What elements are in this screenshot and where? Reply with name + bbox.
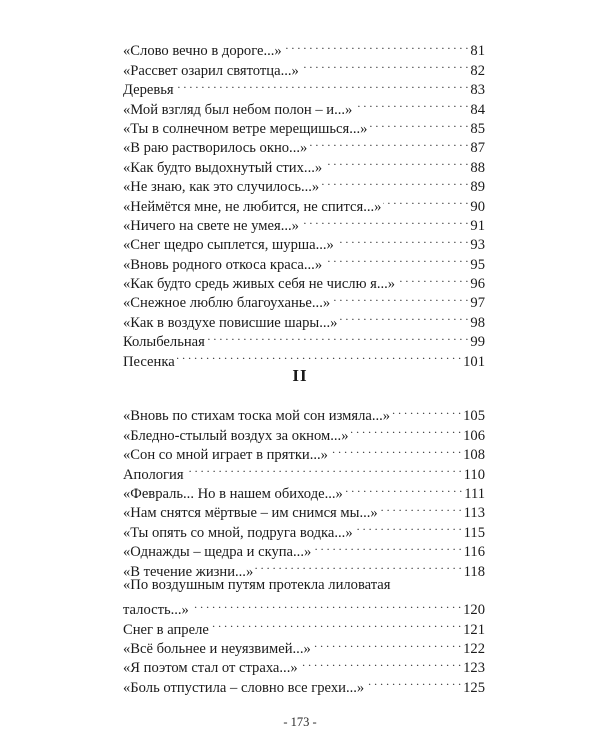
- toc-entry-title: «Нам снятся мёртвые – им снимся мы...»: [123, 505, 378, 522]
- toc-entry-title: «Я поэтом стал от страха...»: [123, 660, 298, 677]
- toc-entry-page: 84: [470, 101, 485, 118]
- dot-leader: [392, 401, 461, 420]
- toc-entry-page: 118: [463, 563, 485, 580]
- toc-entry-title: «Ничего на свете не умея...»: [123, 217, 299, 234]
- toc-entry: [123, 346, 485, 370]
- dot-leader: [191, 595, 461, 614]
- toc-entry-page: 85: [470, 120, 485, 137]
- toc-entry-page: 116: [463, 544, 485, 561]
- toc-entry-page: 108: [463, 447, 485, 464]
- toc-entry-page: 120: [463, 602, 485, 619]
- dot-leader: [313, 537, 461, 556]
- toc-entry-title: «Не знаю, как это случилось...»: [123, 179, 320, 196]
- toc-entry-title: «Вновь родного откоса краса...»: [123, 256, 323, 273]
- toc-entry-title: «Слово вечно в дороге...»: [123, 43, 282, 60]
- toc-entry-title: «Боль отпустила – словно все грехи...»: [123, 679, 365, 696]
- toc-entry-title: Апология: [123, 466, 184, 483]
- dot-leader: [366, 672, 461, 691]
- page-number: - 173 -: [283, 715, 317, 729]
- dot-leader: [177, 346, 461, 365]
- toc-entry-title: «Вновь по стихам тоска мой сон измяла...»: [123, 408, 391, 425]
- toc-entry-page: 99: [470, 334, 485, 351]
- toc-entry-title: «Февраль... Но в нашем обиходе...»: [123, 485, 343, 502]
- table-of-contents-part-1: [123, 36, 485, 370]
- toc-entry-page: 88: [470, 159, 485, 176]
- toc-entry-continuation: [123, 595, 485, 619]
- dot-leader: [301, 211, 468, 230]
- toc-entry-page: 125: [463, 679, 485, 696]
- toc-entry-page: 113: [463, 505, 485, 522]
- toc-entry-page: 95: [470, 256, 485, 273]
- dot-leader: [332, 288, 468, 307]
- toc-entry-title: Снег в апреле: [123, 621, 209, 638]
- toc-entry-page: 82: [470, 62, 485, 79]
- toc-entry-page: 105: [463, 408, 485, 425]
- toc-entry-page: 101: [463, 353, 485, 370]
- toc-entry-title: «Как будто средь живых себя не числю я...»: [123, 276, 396, 293]
- dot-leader: [186, 459, 462, 478]
- toc-entry-title: «Однажды – щедра и скупа...»: [123, 544, 312, 561]
- dot-leader: [330, 440, 461, 459]
- section-heading: II: [292, 366, 308, 385]
- toc-entry-page: 89: [470, 179, 485, 196]
- dot-leader: [369, 114, 468, 133]
- dot-leader: [255, 556, 461, 575]
- dot-leader: [355, 517, 462, 536]
- dot-leader: [301, 55, 469, 74]
- dot-leader: [345, 479, 462, 498]
- dot-leader: [176, 75, 469, 94]
- toc-entry-page: 96: [470, 276, 485, 293]
- toc-entry: [123, 36, 485, 60]
- toc-entry-page: 93: [470, 237, 485, 254]
- toc-entry-title: «Сон со мной играет в прятки...»: [123, 447, 328, 464]
- dot-leader: [336, 230, 469, 249]
- toc-entry-page: 97: [470, 295, 485, 312]
- toc-entry-page: 122: [463, 641, 485, 658]
- toc-entry-title: «В раю растворилось окно...»: [123, 140, 308, 157]
- toc-entry-title: «Неймётся мне, не любится, не спится...»: [123, 198, 382, 215]
- toc-entry-page: 83: [470, 82, 485, 99]
- dot-leader: [309, 133, 468, 152]
- dot-leader: [207, 327, 469, 346]
- toc-entry: [123, 576, 485, 619]
- toc-entry-page: 81: [470, 43, 485, 60]
- toc-entry-title: «По воздушным путям протекла лиловатая: [123, 576, 391, 593]
- toc-entry-page: 90: [470, 198, 485, 215]
- dot-leader: [321, 172, 468, 191]
- toc-entry-title: «Ты в солнечном ветре мерещишься...»: [123, 120, 368, 137]
- toc-entry-page: 111: [464, 485, 485, 502]
- dot-leader: [313, 634, 461, 653]
- toc-entry-title: «В течение жизни...»: [123, 563, 254, 580]
- toc-entry-title: Деревья: [123, 82, 174, 99]
- toc-entry-page: 121: [463, 621, 485, 638]
- toc-entry-page: 123: [463, 660, 485, 677]
- toc-entry-title: «Бледно-стылый воздух за окном...»: [123, 427, 349, 444]
- toc-entry-title-cont: талость...»: [123, 602, 189, 619]
- toc-entry: [123, 94, 485, 118]
- toc-entry-title: «Всё больнее и неуязвимей...»: [123, 641, 311, 658]
- toc-entry-page: 110: [463, 466, 485, 483]
- dot-leader: [284, 36, 469, 55]
- toc-entry-title: «Как в воздухе повисшие шары...»: [123, 314, 338, 331]
- toc-entry-page: 87: [470, 140, 485, 157]
- dot-leader: [324, 249, 468, 268]
- dot-leader: [211, 614, 461, 633]
- dot-leader: [397, 269, 468, 288]
- dot-leader: [300, 653, 461, 672]
- toc-entry-title: «Ты опять со мной, подруга водка...»: [123, 524, 353, 541]
- toc-entry-title: Колыбельная: [123, 334, 205, 351]
- toc-entry: [123, 401, 485, 425]
- toc-entry-page: 98: [470, 314, 485, 331]
- toc-entry-title: Песенка: [123, 353, 175, 370]
- dot-leader: [354, 94, 468, 113]
- toc-entry-title: «Снег щедро сыплется, шурша...»: [123, 237, 334, 254]
- toc-entry-title: «Мой взгляд был небом полон – и...»: [123, 101, 353, 118]
- dot-leader: [383, 191, 468, 210]
- toc-entry-page: 91: [470, 217, 485, 234]
- toc-entry: [123, 75, 485, 99]
- toc-entry-page: 106: [463, 427, 485, 444]
- toc-entry-title: «Рассвет озарил святотца...»: [123, 62, 299, 79]
- table-of-contents-part-2: [123, 401, 485, 696]
- dot-leader: [351, 420, 462, 439]
- toc-entry-page: 115: [463, 524, 485, 541]
- toc-entry-title: «Как будто выдохнутый стих...»: [123, 159, 323, 176]
- toc-entry-title: «Снежное люблю благоуханье...»: [123, 295, 331, 312]
- dot-leader: [339, 307, 468, 326]
- dot-leader: [324, 152, 468, 171]
- dot-leader: [380, 498, 462, 517]
